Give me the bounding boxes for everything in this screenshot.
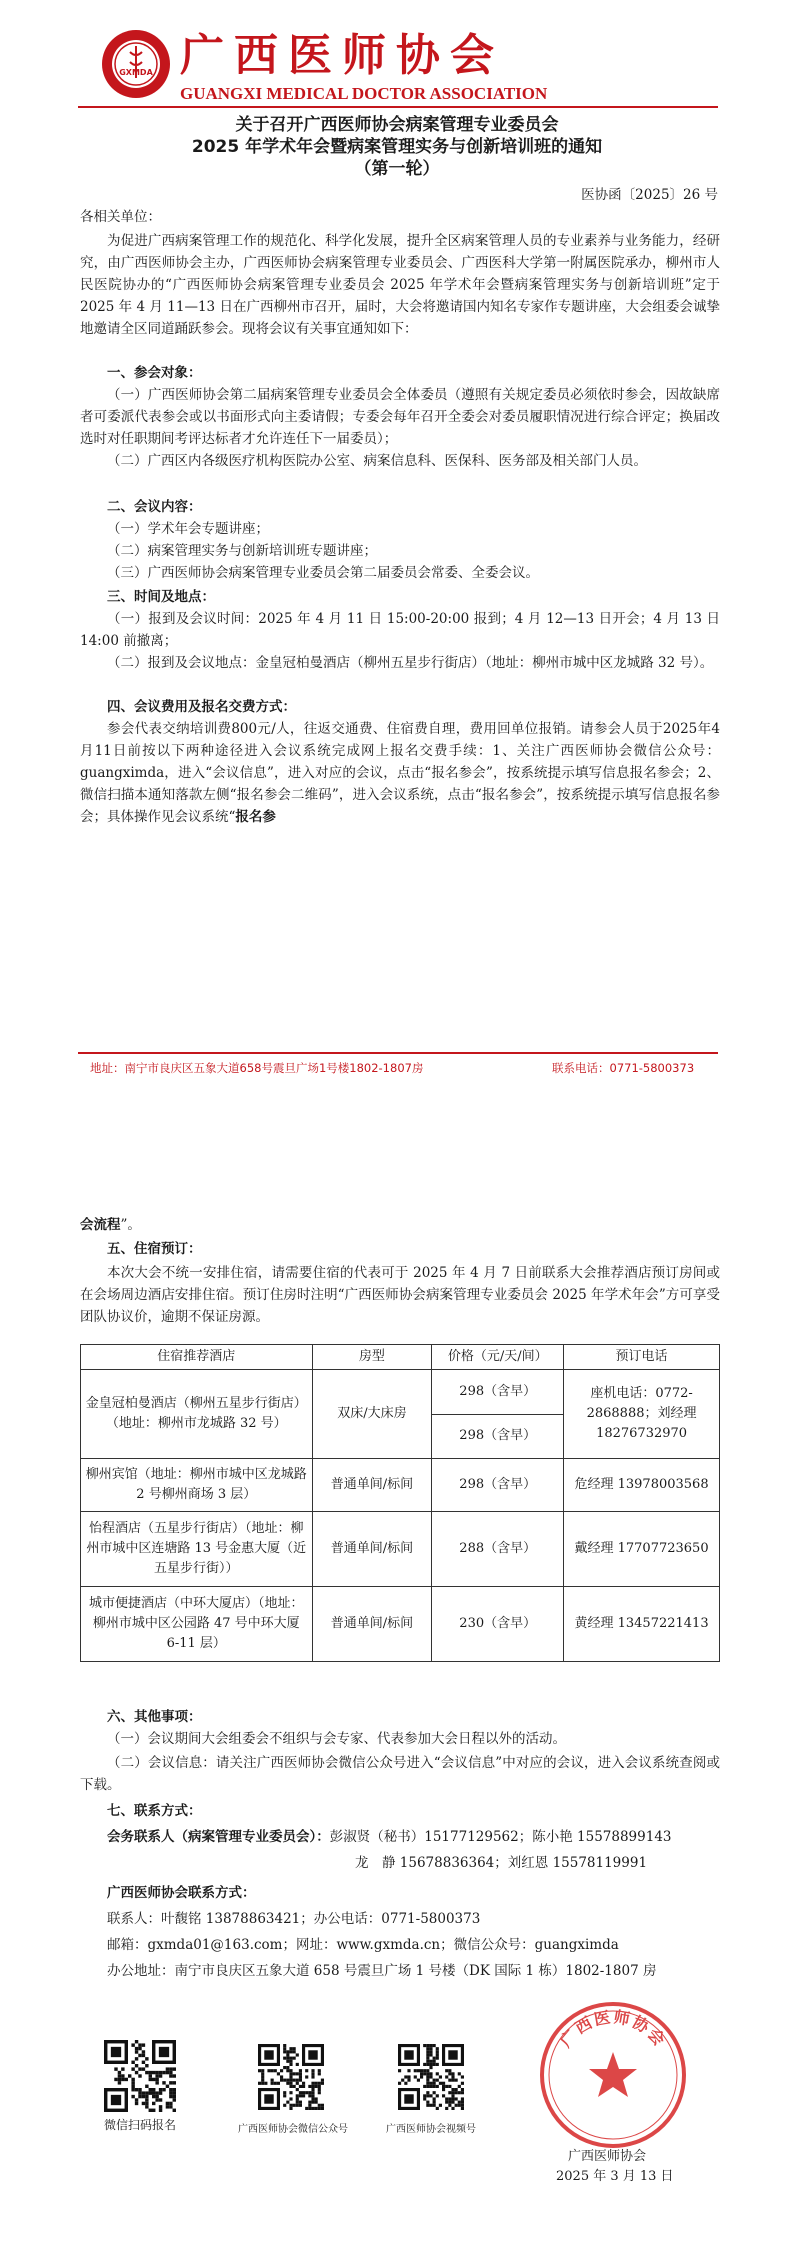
doc-number: 医协函〔2025〕26 号 bbox=[581, 187, 718, 203]
section-3-heading: 三、时间及地点： bbox=[107, 589, 215, 605]
price: 298（含早） bbox=[432, 1414, 564, 1459]
booking-phone: 危经理 13978003568 bbox=[564, 1459, 720, 1512]
salutation: 各相关单位： bbox=[80, 209, 161, 225]
section-3-item-2: （二）报到及会议地点：金皇冠柏曼酒店（柳州五星步行街店）（地址：柳州市城中区龙城路 32 号）。 bbox=[107, 655, 714, 671]
org-name-cn: 广西医师协会 bbox=[180, 30, 504, 81]
section-4-paragraph bbox=[80, 718, 720, 828]
table-header-row bbox=[81, 1345, 720, 1370]
qr-caption-video: 广西医师协会视频号 bbox=[386, 2124, 476, 2135]
section-2-item-1: （一）学术年会专题讲座； bbox=[107, 521, 269, 537]
section-6-item-1: （一）会议期间大会组委会不组织与会专家、代表参加大会日程以外的活动。 bbox=[107, 1731, 566, 1747]
assoc-email: 邮箱：gxmda01@163.com；网址：www.gxmda.cn；微信公众号：guangximda bbox=[107, 1937, 619, 1953]
section-4-bold: 报名参 bbox=[235, 809, 276, 825]
section-1-heading: 一、参会对象： bbox=[107, 365, 202, 381]
section-4-text: 参会代表交纳培训费800元/人，往返交通费、住宿费自理，费用回单位报销。请参会人员于2025年4月11日前按以下两种途径进入会议系统完成网上报名交费手续：1、关注广西医师协会微信公众号：guangximda，进入“会议信息”，进入对应的会议，点击“报名参会”，按系统提示填写信息报名参会；2、微信扫描本通知落款左侧“报名参会二维码”，进入会议系统，点击“报名参会”，按系统提示填写信息报名参会；具体操作见会议系统“ bbox=[80, 721, 720, 825]
affairs-contacts bbox=[107, 1826, 720, 1848]
table-header: 房型 bbox=[312, 1345, 432, 1370]
affairs-label: 会务联系人（病案管理专业委员会）： bbox=[107, 1829, 330, 1845]
register-qr-code[interactable] bbox=[104, 2040, 176, 2112]
booking-phone: 戴经理 17707723650 bbox=[564, 1512, 720, 1587]
table-header: 住宿推荐酒店 bbox=[81, 1345, 313, 1370]
star-icon bbox=[589, 2052, 637, 2097]
room-type: 普通单间/标间 bbox=[312, 1587, 432, 1662]
org-name-en: GUANGXI MEDICAL DOCTOR ASSOCIATION bbox=[180, 84, 548, 103]
affairs-line-2: 龙 静 15678836364；刘红恩 15578119991 bbox=[355, 1855, 648, 1871]
section-6-heading: 六、其他事项： bbox=[107, 1709, 202, 1725]
logo-text: GXMDA bbox=[119, 68, 153, 77]
association-logo bbox=[100, 28, 172, 100]
table-row bbox=[81, 1370, 720, 1415]
section-1-item-1: （一）广西医师协会第二届病案管理专业委员会全体委员（遵照有关规定委员必须依时参会，因故缺席者可委派代表参会或以书面形式向主委请假；专委会每年召开全委会对委员履职情况进行综合评定；换届改选时对任职期间考评达标者才允许连任下一届委员）； bbox=[80, 387, 720, 447]
seal-text: 广西医师协会 bbox=[556, 2007, 670, 2051]
title-line-2: 2025 年学术年会暨病案管理实务与创新培训班的通知 bbox=[191, 137, 603, 157]
section-6-item-2: （二）会议信息：请关注广西医师协会微信公众号进入“会议信息”中对应的会议，进入会议系统查阅或下载。 bbox=[80, 1755, 720, 1793]
assoc-contact-heading: 广西医师协会联系方式： bbox=[107, 1885, 256, 1901]
section-4-cont-bold: 会流程 bbox=[80, 1217, 121, 1233]
video-account-qr-code[interactable] bbox=[398, 2044, 464, 2110]
wechat-account-qr-code[interactable] bbox=[258, 2044, 324, 2110]
hotel-name: 柳州宾馆（地址：柳州市城中区龙城路 2 号柳州商场 3 层） bbox=[81, 1459, 313, 1512]
section-5-paragraph: 本次大会不统一安排住宿，请需要住宿的代表可于 2025 年 4 月 7 日前联系大会推荐酒店预订房间或在会场周边酒店安排住宿。预订住房时注明“广西医师协会病案管理专业委员会 2025 年学术年会”方可享受团队协议价，逾期不保证房源。 bbox=[80, 1265, 720, 1325]
section-2-item-2: （二）病案管理实务与创新培训班专题讲座； bbox=[107, 543, 377, 559]
room-type: 双床/大床房 bbox=[312, 1370, 432, 1459]
signature-org: 广西医师协会 bbox=[568, 2149, 647, 2164]
section-3-item-1: （一）报到及会议时间：2025 年 4 月 11 日 15:00-20:00 报到；4 月 12—13 日开会；4 月 13 日 14:00 前撤离； bbox=[80, 611, 720, 649]
section-4-continuation bbox=[80, 1214, 720, 1236]
price: 298（含早） bbox=[432, 1459, 564, 1512]
section-4-cont-text: ”。 bbox=[120, 1217, 141, 1233]
title-line-1: 关于召开广西医师协会病案管理专业委员会 bbox=[235, 115, 559, 135]
section-2-item-3: （三）广西医师协会病案管理专业委员会第二届委员会常委、全委会议。 bbox=[107, 565, 539, 581]
booking-phone: 座机电话：0772-2868888；刘经理 18276732970 bbox=[564, 1370, 720, 1459]
hotel-name: 城市便捷酒店（中环大厦店）（地址：柳州市城中区公园路 47 号中环大厦 6-11 层） bbox=[81, 1587, 313, 1662]
table-header: 预订电话 bbox=[564, 1345, 720, 1370]
booking-phone: 黄经理 13457221413 bbox=[564, 1587, 720, 1662]
footer-phone: 联系电话：0771-5800373 bbox=[552, 1061, 695, 1075]
price: 230（含早） bbox=[432, 1587, 564, 1662]
price: 288（含早） bbox=[432, 1512, 564, 1587]
title-line-3: （第一轮） bbox=[354, 159, 440, 179]
official-seal bbox=[538, 2000, 688, 2150]
intro-paragraph: 为促进广西病案管理工作的规范化、科学化发展，提升全区病案管理人员的专业素养与业务能力，经研究，由广西医师协会主办，广西医师协会病案管理专业委员会、广西医科大学第一附属医院承办，柳州市人民医院协办的“广西医师协会病案管理专业委员会 2025 年学术年会暨病案管理实务与创新培训班”定于 2025 年 4 月 11—13 日在广西柳州市召开，届时，大会将邀请国内知名专家作专题讲座，大会组委会诚挚地邀请全区同道踊跃参会。现将会议有关事宜通知如下： bbox=[80, 233, 720, 337]
room-type: 普通单间/标间 bbox=[312, 1459, 432, 1512]
room-type: 普通单间/标间 bbox=[312, 1512, 432, 1587]
assoc-contact-person: 联系人：叶馥铭 13878863421；办公电话：0771-5800373 bbox=[107, 1911, 481, 1927]
section-1-item-2: （二）广西区内各级医疗机构医院办公室、病案信息科、医保科、医务部及相关部门人员。 bbox=[107, 453, 647, 469]
hotel-table bbox=[80, 1344, 720, 1662]
hotel-name: 金皇冠柏曼酒店（柳州五星步行街店）（地址：柳州市龙城路 32 号） bbox=[81, 1370, 313, 1459]
header-rule bbox=[78, 106, 718, 108]
section-4-heading: 四、会议费用及报名交费方式： bbox=[107, 699, 296, 715]
section-5-heading: 五、住宿预订： bbox=[107, 1241, 202, 1257]
footer-address: 地址：南宁市良庆区五象大道658号震旦广场1号楼1802-1807房 bbox=[90, 1061, 424, 1075]
section-2-heading: 二、会议内容： bbox=[107, 499, 202, 515]
section-7-heading: 七、联系方式： bbox=[107, 1803, 202, 1819]
table-row bbox=[81, 1512, 720, 1587]
signature-date: 2025 年 3 月 13 日 bbox=[556, 2169, 674, 2184]
qr-caption-wechat: 广西医师协会微信公众号 bbox=[238, 2124, 348, 2135]
assoc-office: 办公地址：南宁市良庆区五象大道 658 号震旦广场 1 号楼（DK 国际 1 栋）1802-1807 房 bbox=[107, 1963, 657, 1979]
hotel-name: 怡程酒店（五星步行街店）（地址：柳州市城中区连塘路 13 号金惠大厦（近五星步行街）） bbox=[81, 1512, 313, 1587]
table-row bbox=[81, 1459, 720, 1512]
price: 298（含早） bbox=[432, 1370, 564, 1415]
qr-caption-register: 微信扫码报名 bbox=[103, 2118, 176, 2132]
table-row bbox=[81, 1587, 720, 1662]
affairs-line-1: 彭淑贤（秘书）15177129562；陈小艳 15578899143 bbox=[329, 1829, 672, 1845]
svg-text:广西医师协会 bbox=[556, 2007, 670, 2050]
footer-rule bbox=[78, 1052, 718, 1054]
table-header: 价格（元/天/间） bbox=[432, 1345, 564, 1370]
